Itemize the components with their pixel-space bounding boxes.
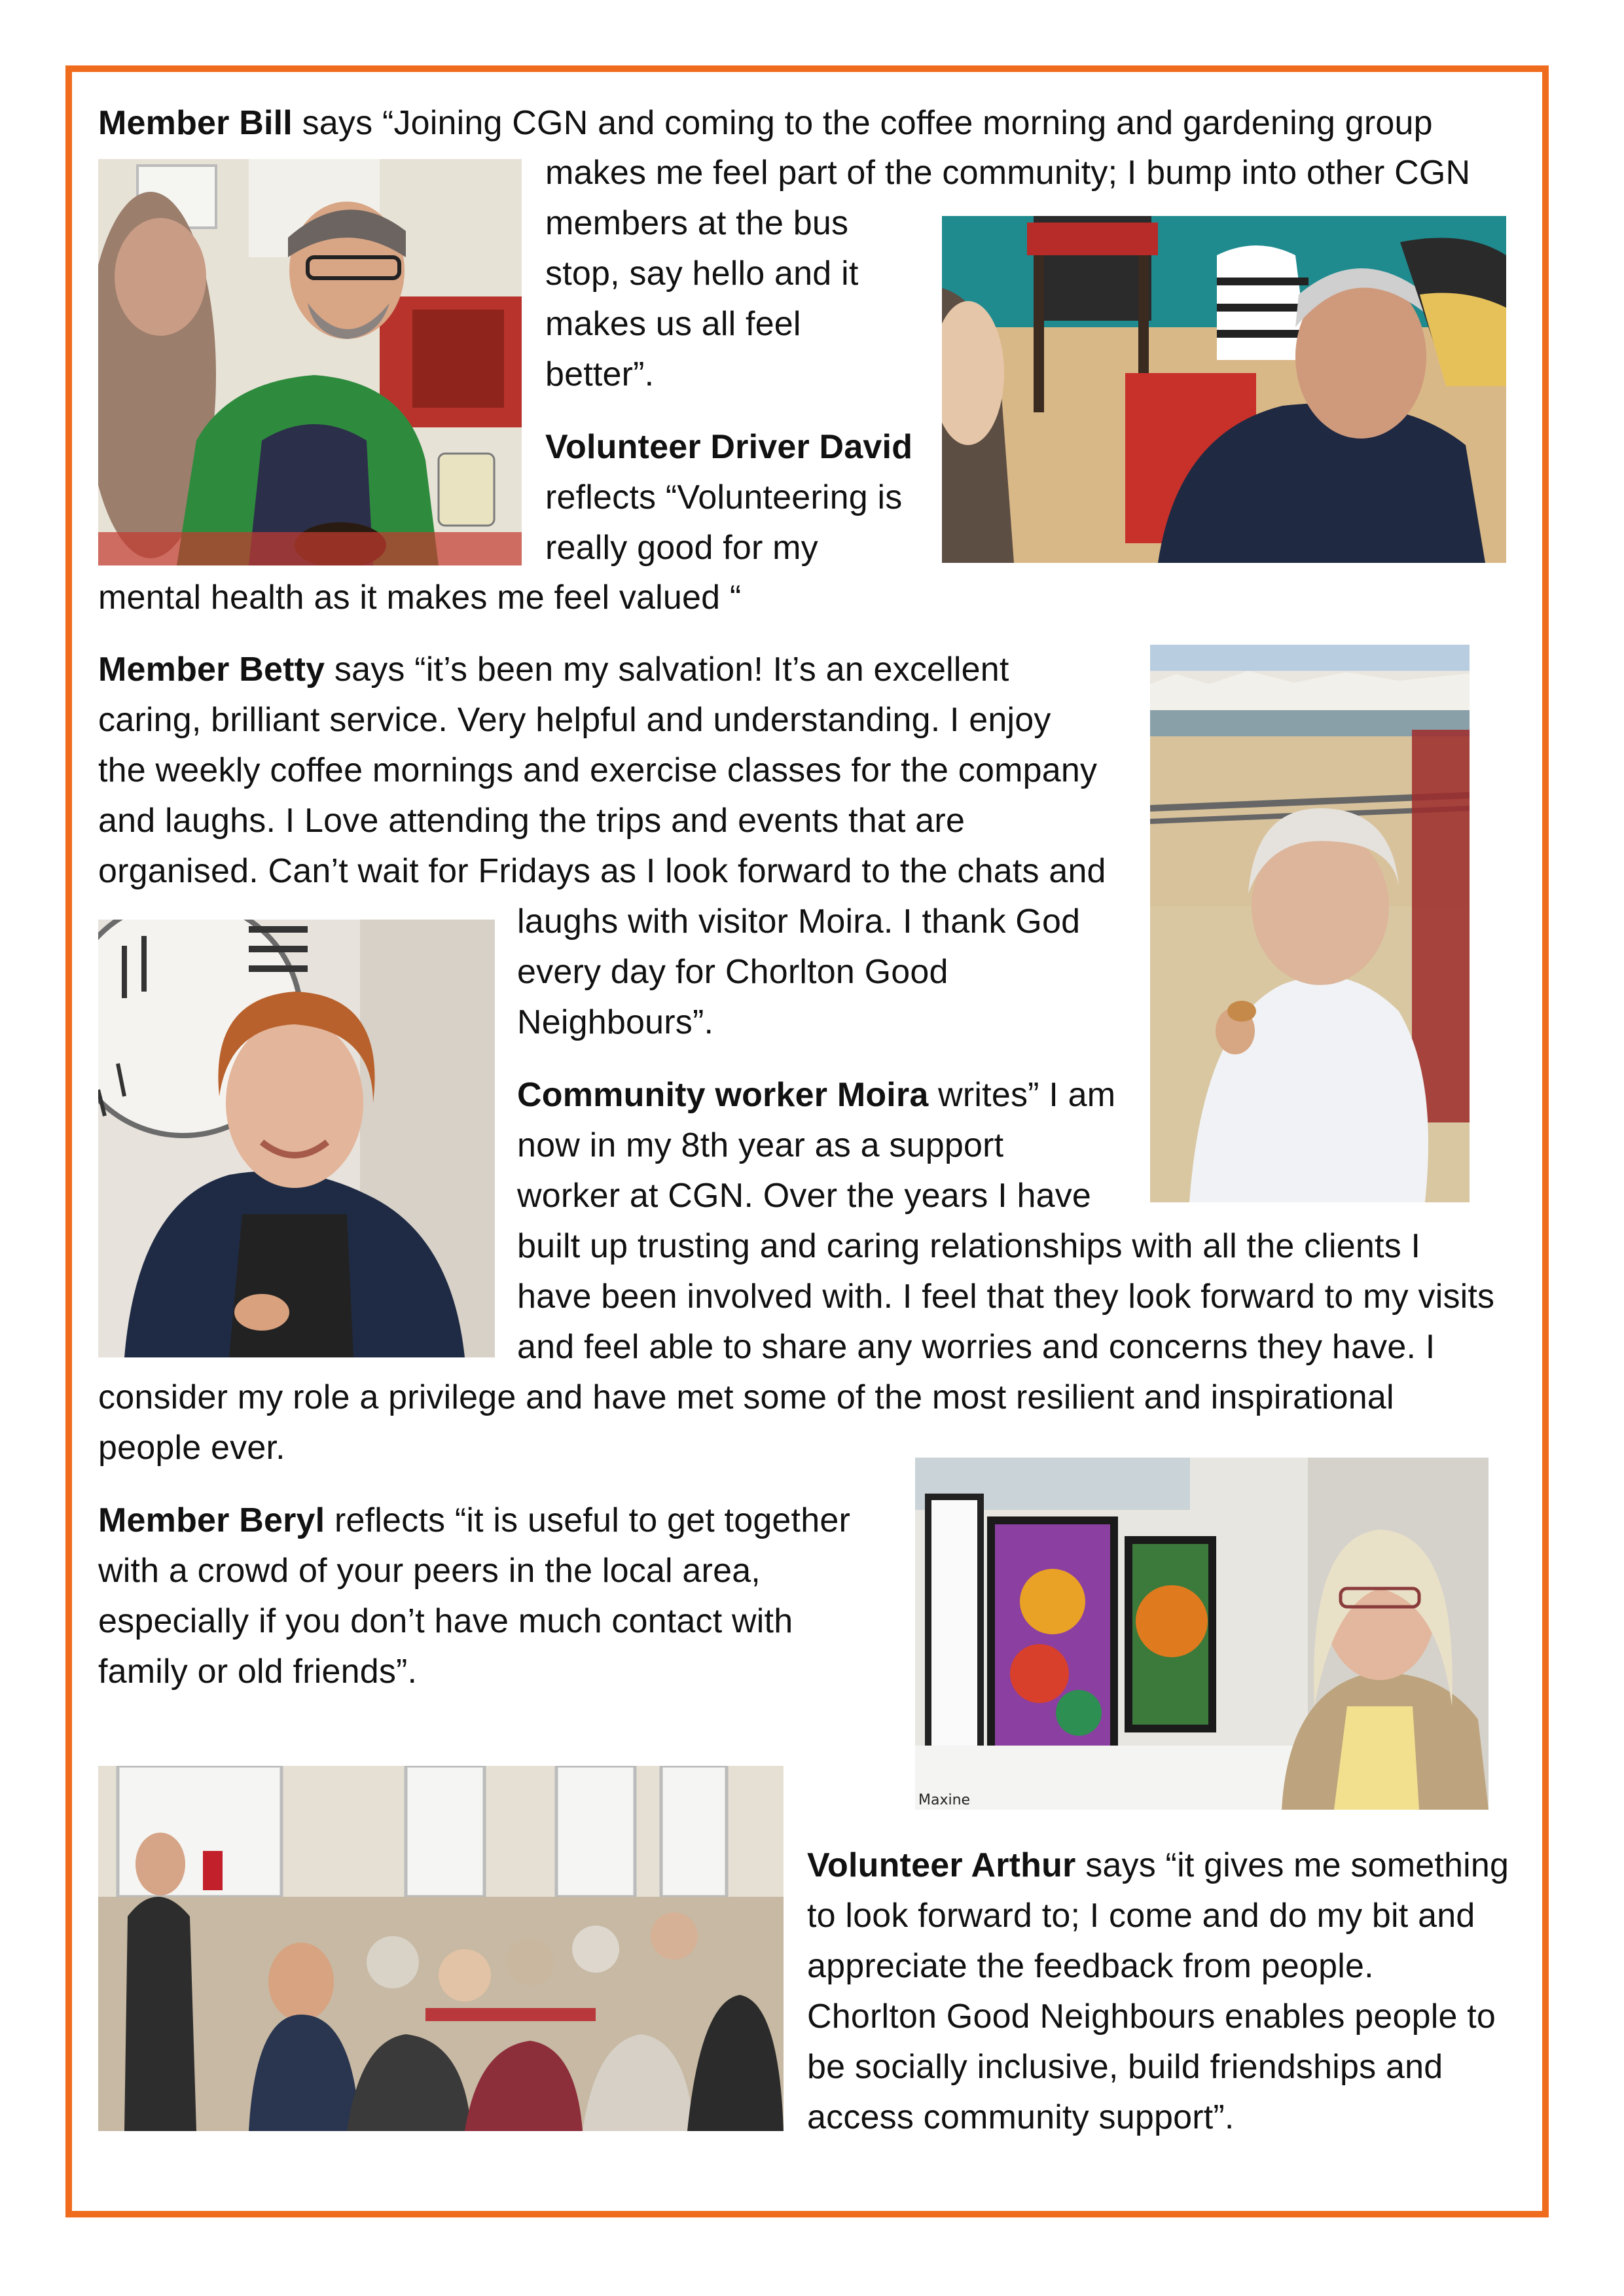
arthur-line-2: to look forward to; I come and do my bit and xyxy=(807,1897,1475,1935)
moira-line-4: built up trusting and caring relationships with all the clients I xyxy=(517,1227,1421,1265)
moira-line-3: worker at CGN. Over the years I have xyxy=(517,1177,1092,1215)
arthur-name: Volunteer Arthur xyxy=(807,1846,1076,1884)
david-line-1 xyxy=(545,427,912,467)
arthur-line-6: access community support”. xyxy=(807,2098,1235,2136)
moira-line-2: now in my 8th year as a support xyxy=(517,1126,1004,1164)
beryl-line-3: especially if you don’t have much contact with xyxy=(98,1602,793,1640)
betty-line-7: every day for Chorlton Good xyxy=(517,953,948,991)
arthur-line-3: appreciate the feedback from people. xyxy=(807,1947,1374,1985)
bill-line-1: Member Bill says “Joining CGN and coming to the coffee morning and gardening group xyxy=(98,104,1433,142)
beryl-line-1: Member Beryl reflects “it is useful to get together xyxy=(98,1501,850,1539)
arthur-line-5: be socially inclusive, build friendships and xyxy=(807,2048,1443,2086)
arthur-line-4: Chorlton Good Neighbours enables people to xyxy=(807,1998,1496,2036)
betty-line-3: the weekly coffee mornings and exercise classes for the company xyxy=(98,751,1098,789)
arthur-line-1: Volunteer Arthur says “it gives me something xyxy=(807,1846,1509,1884)
photo-bill-coffee xyxy=(98,159,522,565)
betty-line-5: organised. Can’t wait for Fridays as I look forward to the chats and xyxy=(98,852,1106,890)
bill-name: Member Bill xyxy=(98,104,293,142)
bill-line-3: members at the bus xyxy=(545,204,849,242)
betty-line-1: Member Betty says “it’s been my salvation! It’s an excellent xyxy=(98,651,1009,689)
david-line-3: really good for my xyxy=(545,529,818,567)
beryl-line-2: with a crowd of your peers in the local area, xyxy=(98,1552,761,1590)
betty-line-6: laughs with visitor Moira. I thank God xyxy=(517,903,1081,941)
david-name: Volunteer Driver David xyxy=(545,428,913,466)
betty-line-8: Neighbours”. xyxy=(517,1003,714,1041)
moira-line-8: people ever. xyxy=(98,1429,285,1467)
beryl-name: Member Beryl xyxy=(98,1501,325,1539)
moira-name: Community worker Moira xyxy=(517,1076,929,1114)
david-line-4: mental health as it makes me feel valued “ xyxy=(98,579,742,617)
david-line-2: reflects “Volunteering is xyxy=(545,478,903,516)
moira-line-5: have been involved with. I feel that they look forward to my visits xyxy=(517,1278,1495,1316)
bill-line-5: makes us all feel xyxy=(545,305,801,343)
bill-line-2: makes me feel part of the community; I bump into other CGN xyxy=(545,154,1471,192)
photo-moira xyxy=(98,920,495,1357)
photo-betty-seaside xyxy=(1150,645,1470,1202)
bill-line-4: stop, say hello and it xyxy=(545,255,859,293)
betty-line-2: caring, brilliant service. Very helpful and understanding. I enjoy xyxy=(98,701,1051,739)
beryl-line-4: family or old friends”. xyxy=(98,1653,418,1691)
betty-name: Member Betty xyxy=(98,651,325,689)
moira-line-7: consider my role a privilege and have met some of the most resilient and inspirational xyxy=(98,1378,1394,1416)
moira-line-1: Community worker Moira writes” I am xyxy=(517,1076,1116,1114)
artwork-label: Maxine xyxy=(918,1792,971,1808)
betty-line-4: and laughs. I Love attending the trips and events that are xyxy=(98,802,965,840)
photo-beryl-artwork xyxy=(915,1458,1489,1810)
photo-arthur-event xyxy=(98,1766,784,2131)
photo-david-conversation xyxy=(942,216,1506,563)
bill-line-6: better”. xyxy=(545,355,655,393)
moira-line-6: and feel able to share any worries and concerns they have. I xyxy=(517,1328,1435,1366)
